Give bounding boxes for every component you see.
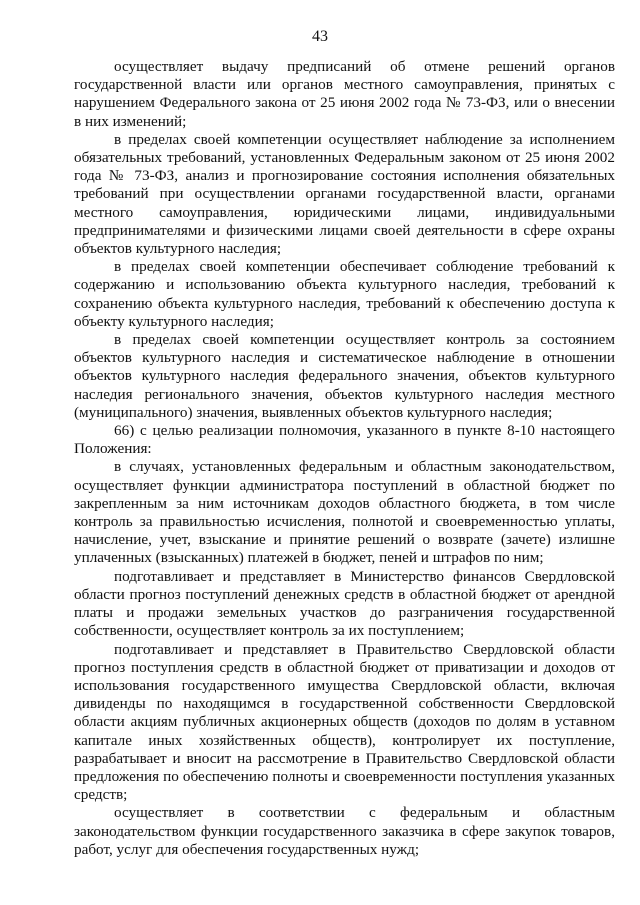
paragraph: в пределах своей компетенции осуществляет контроль за состоянием объектов культурного наследия и систематическое наблюдение в отношении объектов культурного наследия федерального значения, объектов культурного наследия регионального значения, объектов культурного наследия местного (муниципального) значения, выявленных объектов культурного наследия; <box>74 331 615 421</box>
paragraph: 66) с целью реализации полномочия, указанного в пункте 8-10 настоящего Положения: <box>74 422 615 458</box>
paragraph: в случаях, установленных федеральным и областным законодательством, осуществляет функции администратора поступлений в областной бюджет по закрепленным за ним источникам доходов областного бюджета, в том числе контроль за правильностью исчисления, полнотой и своевременностью уплаты, начисление, учет, взыскание и принятие решений о возврате (зачете) излишне уплаченных (взысканных) платежей в бюджет, пеней и штрафов по ним; <box>74 458 615 567</box>
paragraph: в пределах своей компетенции обеспечивает соблюдение требований к содержанию и использованию объекта культурного наследия, требований к сохранению объекта культурного наследия, требований к обеспечению доступа к объекту культурного наследия; <box>74 258 615 330</box>
page-number: 43 <box>312 28 328 45</box>
paragraph: осуществляет в соответствии с федеральным и областным законодательством функции государственного заказчика в сфере закупок товаров, работ, услуг для обеспечения государственных нужд; <box>74 804 615 858</box>
paragraph: в пределах своей компетенции осуществляет наблюдение за исполнением обязательных требований, установленных Федеральным законом от 25 июня 2002 года № 73-ФЗ, анализ и прогнозирование состояния исполнения обязательных требований при осуществлении органами государственной власти, органами местного самоуправления, юридическими лицами, индивидуальными предпринимателями и физическими лицами своей деятельности в сфере охраны объектов культурного наследия; <box>74 130 615 258</box>
paragraph: осуществляет выдачу предписаний об отмене решений органов государственной власти или органов местного самоуправления, принятых с нарушением Федерального закона от 25 июня 2002 года № 73-ФЗ, или о внесении в них изменений; <box>74 58 615 130</box>
document-body <box>74 58 615 859</box>
paragraph: подготавливает и представляет в Министерство финансов Свердловской области прогноз поступлений денежных средств в областной бюджет от арендной платы и продажи земельных участков до разграничения государственной собственности, осуществляет контроль за их поступлением; <box>74 567 615 640</box>
paragraph: подготавливает и представляет в Правительство Свердловской области прогноз поступления средств в областной бюджет от приватизации и доходов от использования государственного имущества Свердловской области, включая дивиденды по находящимся в государственной собственности Свердловской области акциям публичных акционерных обществ (доходов по долям в уставном капитале иных хозяйственных обществ), контролирует их поступление, разрабатывает и вносит на рассмотрение в Правительство Свердловской области предложения по обеспечению полноты и своевременности поступления указанных средств; <box>74 640 615 804</box>
